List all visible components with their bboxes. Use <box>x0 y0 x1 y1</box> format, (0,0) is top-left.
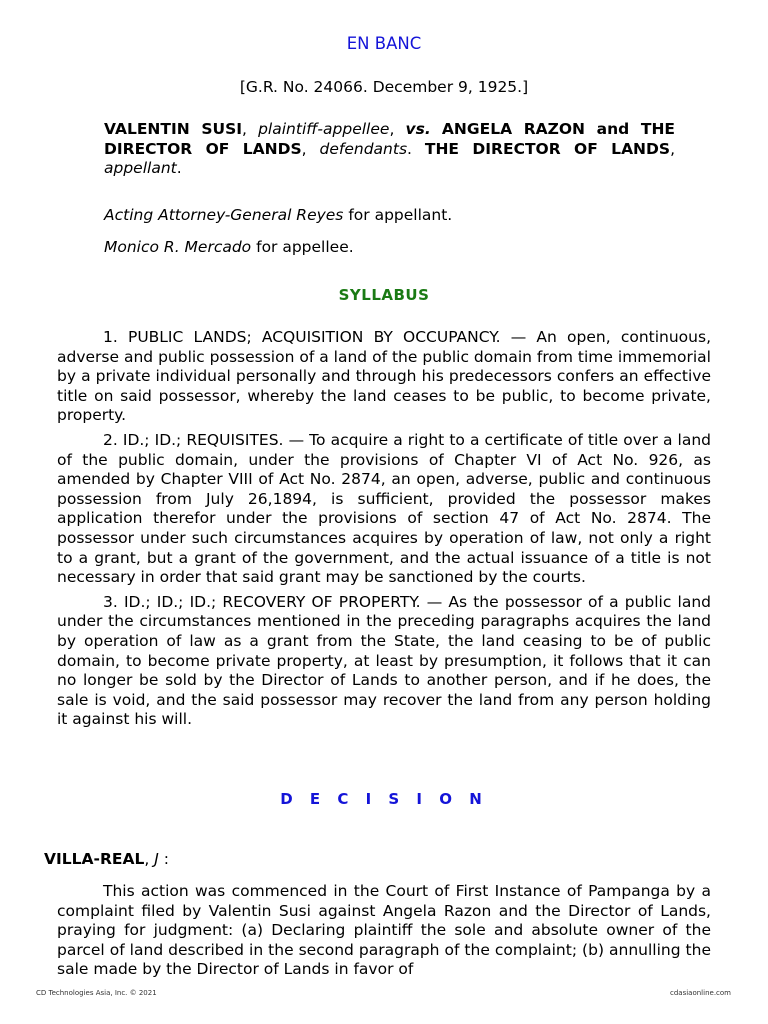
counsel-role: for appellant. <box>348 206 453 224</box>
case-number: [G.R. No. 24066. December 9, 1925.] <box>239 78 529 96</box>
counsel-role: for appellee. <box>256 238 354 256</box>
ponente-title: J <box>154 850 159 868</box>
counsel-name: Monico R. Mercado <box>104 238 252 256</box>
court-division: EN BANC <box>346 34 422 53</box>
syllabus-heading: SYLLABUS <box>338 286 430 304</box>
footer-copyright: CD Technologies Asia, Inc. © 2021 <box>36 989 157 997</box>
counsel-appellant <box>104 206 704 224</box>
footer-site: cdasiaonline.com <box>670 989 731 997</box>
syllabus-body <box>57 328 711 735</box>
decision-heading: D E C I S I O N <box>280 790 488 808</box>
counsel-appellee <box>104 238 704 256</box>
case-parties: VALENTIN SUSI, plaintiff-appellee, vs. ANGELA RAZON and THE DIRECTOR OF LANDS, defendants. THE DIRECTOR OF LANDS, appellant. <box>104 120 675 177</box>
decision-paragraph: This action was commenced in the Court of First Instance of Pampanga by a complaint filed by Valentin Susi against Angela Razon and the Director of Lands, praying for judgment: (a) Declaring plaintiff the sole and absolute owner of the parcel of land described in the second paragraph of the complaint; (b) annulling the sale made by the Director of Lands in favor of <box>57 882 711 979</box>
counsel-name: Acting Attorney-General Reyes <box>104 206 344 224</box>
defendants-names: ANGELA RAZON and THE DIRECTOR OF LANDS <box>104 120 675 158</box>
appellant-name: THE DIRECTOR OF LANDS <box>424 139 671 158</box>
decision-body <box>57 882 711 985</box>
defendants-role: defendants <box>319 139 408 158</box>
plaintiff-role: plaintiff-appellee <box>258 120 390 138</box>
syllabus-paragraph: 1. PUBLIC LANDS; ACQUISITION BY OCCUPANCY. — An open, continuous, adverse and public possession of a land of the public domain from time immemorial by a private individual personally and through his predecessors confers an effective title on said possessor, whereby the land ceases to be public, to become private, property. <box>57 328 711 425</box>
syllabus-paragraph: 3. ID.; ID.; ID.; RECOVERY OF PROPERTY. — As the possessor of a public land under the circumstances mentioned in the preceding paragraphs acquires the land by operation of law as a grant from the State, the land ceasing to be of public domain, to become private property, at least by presumption, it follows that it can no longer be sold by the Director of Lands to another person, and if he does, the sale is void, and the said possessor may recover the land from any person holding it against his will. <box>57 592 711 729</box>
versus: vs. <box>405 120 431 138</box>
appellant-role: appellant <box>104 159 177 177</box>
ponente-name: VILLA-REAL <box>44 850 145 868</box>
ponente: VILLA-REAL, J : <box>44 850 169 868</box>
syllabus-paragraph: 2. ID.; ID.; REQUISITES. — To acquire a right to a certificate of title over a land of the public domain, under the provisions of Chapter VI of Act No. 926, as amended by Chapter VIII of Act No. 2874, an open, adverse, public and continuous possession from July 26,1894, is sufficient, provided the possessor makes application therefor under the provisions of section 47 of Act No. 2874. The possessor under such circumstances acquires by operation of law, not only a right to a grant, but a grant of the government, and the actual issuance of a title is not necessary in order that said grant may be sanctioned by the courts. <box>57 430 711 587</box>
plaintiff-name: VALENTIN SUSI <box>104 120 242 138</box>
